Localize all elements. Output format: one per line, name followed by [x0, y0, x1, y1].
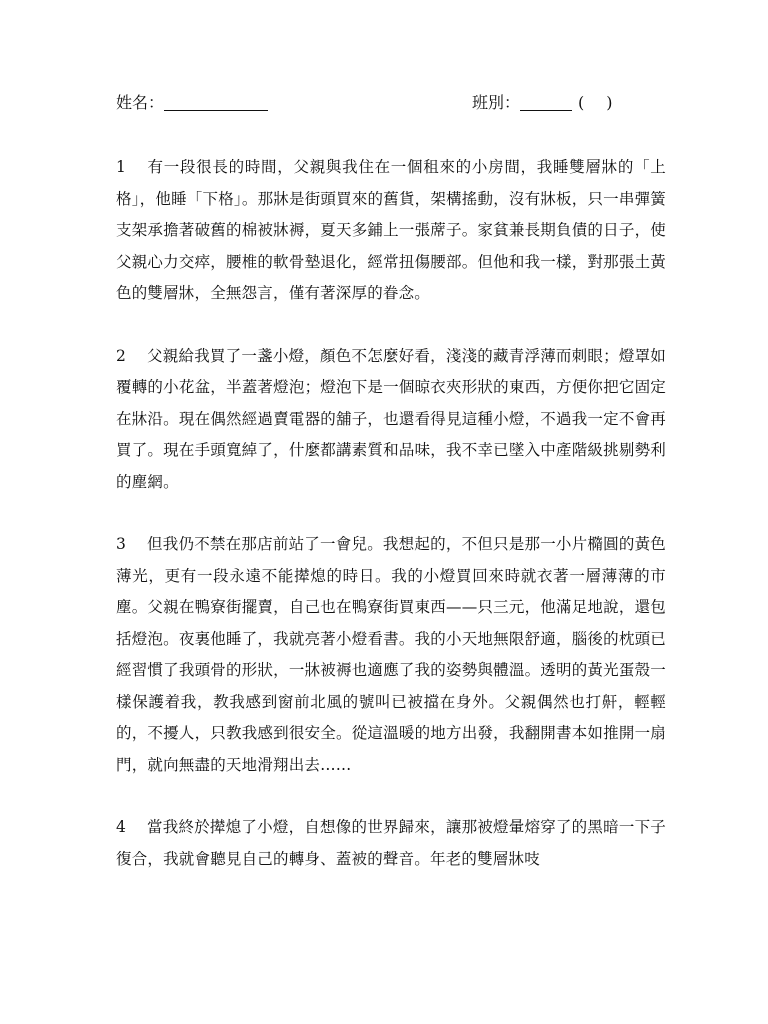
worksheet-page	[116, 88, 666, 875]
paren-open: (	[578, 93, 585, 112]
paragraph-text: 但我仍不禁在那店前站了一會兒。我想起的，不但只是那一小片橢圓的黃色薄光，更有一段永遠不能撵熄的時日。我的小燈買回來時就衣著一層薄薄的市塵。父親在鴨寮街擺賣，自己也在鴨寮街買東西——只三元，他滿足地說，還包括燈泡。夜裏他睡了，我就亮著小燈看書。我的小天地無限舒適，腦後的枕頭已經習慣了我頭骨的形狀，一牀被褥也適應了我的姿勢與體溫。透明的黃光蛋殼一樣保護着我，教我感到窗前北風的號叫已被擋在身外。父親偶然也打鼾，輕輕的，不擾人，只教我感到很安全。從這溫暖的地方出發，我翻開書本如推開一扇門，就向無盡的天地滑翔出去……	[116, 535, 666, 774]
class-field	[472, 88, 613, 118]
class-label: 班別：	[472, 93, 521, 112]
paragraph-number: 3	[116, 535, 127, 553]
name-label: 姓名：	[116, 93, 165, 112]
paragraph-text: 有一段很長的時間，父親與我住在一個租來的小房間，我睡雙層牀的「上格」，他睡「下格」。那牀是街頭買來的舊貨，架構搖動，沒有牀板，只一串彈簧支架承擔著破舊的棉被牀褥，夏天多鋪上一張蓆子。家貧兼長期負債的日子，使父親心力交瘁，腰椎的軟骨墊退化，經常扭傷腰部。但他和我一樣，對那張土黃色的雙層牀，全無怨言，僅有著深厚的眷念。	[116, 158, 666, 302]
worksheet-header	[116, 88, 666, 118]
paren-close: )	[606, 93, 613, 112]
class-blank-line[interactable]	[520, 92, 572, 111]
paragraph-4	[116, 812, 666, 875]
paragraph-number: 1	[116, 158, 127, 176]
paragraph-text: 父親給我買了一盞小燈，顏色不怎麼好看，淺淺的藏青浮薄而刺眼；燈罩如覆轉的小花盆，半蓋著燈泡；燈泡下是一個晾衣夾形狀的東西，方便你把它固定在牀沿。現在偶然經過賣電器的舖子，也還看得見這種小燈，不過我一定不會再買了。現在手頭寬綽了，什麼都講素質和品味，我不幸已墜入中產階級挑剔勢利的塵網。	[116, 346, 666, 491]
paragraph-number: 2	[116, 346, 127, 365]
paragraph-3	[116, 529, 666, 781]
name-blank-line[interactable]	[164, 92, 268, 111]
paragraph-1	[116, 152, 666, 310]
class-number-parentheses	[578, 88, 613, 118]
paragraph-number: 4	[116, 818, 127, 836]
name-field	[116, 88, 268, 118]
paragraph-2	[116, 341, 666, 499]
paragraph-text: 當我終於撵熄了小燈，自想像的世界歸來，讓那被燈暈熔穿了的黑暗一下子復合，我就會聽見自己的轉身、蓋被的聲音。年老的雙層牀吱	[116, 818, 666, 868]
